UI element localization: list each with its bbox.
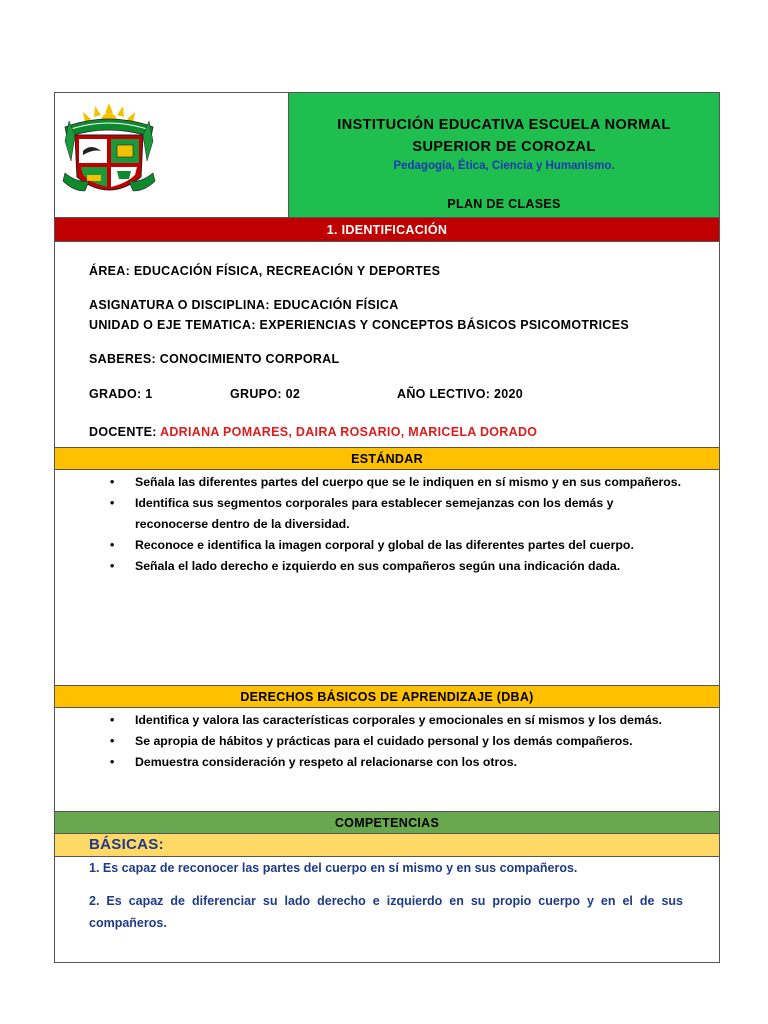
document-header [55,93,719,218]
list-item: • Demuestra consideración y respeto al relacionarse con los otros. [135,752,719,773]
dba-list [55,708,719,812]
school-crest-icon [61,101,157,205]
competencies-heading: COMPETENCIAS [55,812,719,834]
unit-field: UNIDAD O EJE TEMATICA: EXPERIENCIAS Y CONCEPTOS BÁSICOS PSICOMOTRICES [89,318,629,332]
list-item: • Identifica sus segmentos corporales para establecer semejanzas con los demás y reconocerse dentro de la diversidad. [135,493,719,535]
institution-title-cell [289,93,719,217]
group-field: GRUPO: 02 [230,387,301,401]
logo-cell [55,93,289,217]
teacher-names: ADRIANA POMARES, DAIRA ROSARIO, MARICELA DORADO [160,425,538,439]
standard-heading: ESTÁNDAR [55,448,719,470]
list-item: • Reconoce e identifica la imagen corporal y global de las diferentes partes del cuerpo. [135,535,719,556]
competency-item: 1. Es capaz de reconocer las partes del cuerpo en sí mismo y en sus compañeros. [89,861,578,875]
standard-list [55,470,719,686]
dba-heading: DERECHOS BÁSICOS DE APRENDIZAJE (DBA) [55,686,719,708]
area-field: ÁREA: EDUCACIÓN FÍSICA, RECREACIÓN Y DEPORTES [89,264,441,278]
knowledge-field: SABERES: CONOCIMIENTO CORPORAL [89,352,340,366]
competency-item: 2. Es capaz de diferenciar su lado derecho e izquierdo en su propio cuerpo y en el de sus compañeros. [89,894,683,930]
list-item: • Identifica y valora las características corporales y emocionales en sí mismos y los demás. [135,710,719,731]
basic-competencies-section [55,857,719,962]
list-item: • Señala las diferentes partes del cuerpo que se le indiquen en sí mismo y en sus compañeros. [135,472,719,493]
subject-field: ASIGNATURA O DISCIPLINA: EDUCACIÓN FÍSICA [89,298,399,312]
institution-motto: Pedagogía, Ética, Ciencia y Humanismo. [393,160,615,172]
identification-section [55,242,719,448]
identification-heading: 1. IDENTIFICACIÓN [55,218,719,242]
grade-field: GRADO: 1 [89,387,153,401]
document-type: PLAN DE CLASES [447,197,561,211]
list-item: • Se apropia de hábitos y prácticas para el cuidado personal y los demás compañeros. [135,731,719,752]
institution-name-line2: SUPERIOR DE COROZAL [412,139,596,155]
teacher-field [89,425,537,439]
institution-name-line1: INSTITUCIÓN EDUCATIVA ESCUELA NORMAL [337,117,671,133]
lesson-plan-document [54,92,720,963]
year-field: AÑO LECTIVO: 2020 [397,387,523,401]
basic-competencies-heading: BÁSICAS: [55,834,719,857]
list-item: • Señala el lado derecho e izquierdo en sus compañeros según una indicación dada. [135,556,719,577]
teacher-label: DOCENTE: [89,425,160,439]
